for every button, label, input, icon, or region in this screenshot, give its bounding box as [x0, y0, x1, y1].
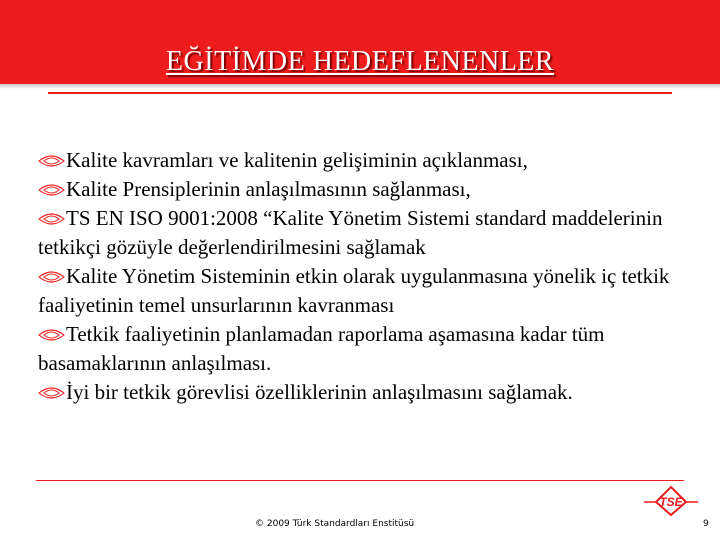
footer-divider: [36, 480, 684, 481]
eye-bullet-icon: [38, 270, 65, 284]
slide-title: EĞİTİMDE HEDEFLENENLER: [165, 46, 555, 77]
eye-bullet-icon: [38, 328, 65, 342]
bullet-item-6: [38, 378, 688, 407]
bullet-text-4: Kalite Yönetim Sisteminin etkin olarak uygulanmasına yönelik iç tetkik faaliyetinin temel unsurlarının kavranması: [38, 264, 670, 317]
bullet-text-1: Kalite kavramları ve kalitenin gelişiminin açıklanması,: [66, 148, 528, 172]
bullet-text-3: TS EN ISO 9001:2008 “Kalite Yönetim Sistemi standard maddelerinin tetkikçi gözüyle değerlendirilmesini sağlamak: [38, 206, 663, 259]
footer-copyright: © 2009 Türk Standardları Enstitüsü: [255, 519, 415, 529]
bullet-item-2: [38, 175, 688, 204]
bullet-list: [38, 146, 688, 407]
bullet-item-4: [38, 262, 688, 320]
tse-logo: [640, 484, 702, 516]
title-divider: [48, 92, 672, 94]
header-shadow: [0, 84, 720, 89]
tse-logo-text: TSE: [659, 495, 683, 509]
bullet-item-1: [38, 146, 688, 175]
bullet-text-6: İyi bir tetkik görevlisi özelliklerinin anlaşılmasını sağlamak.: [66, 380, 573, 404]
eye-bullet-icon: [38, 183, 65, 197]
bullet-item-3: [38, 204, 688, 262]
eye-bullet-icon: [38, 212, 65, 226]
eye-bullet-icon: [38, 154, 65, 168]
eye-bullet-icon: [38, 386, 65, 400]
bullet-item-5: [38, 320, 688, 378]
bullet-text-5: Tetkik faaliyetinin planlamadan raporlama aşamasına kadar tüm basamaklarının anlaşılması.: [38, 322, 605, 375]
page-number: 9: [703, 519, 709, 529]
bullet-text-2: Kalite Prensiplerinin anlaşılmasının sağlanması,: [66, 177, 471, 201]
